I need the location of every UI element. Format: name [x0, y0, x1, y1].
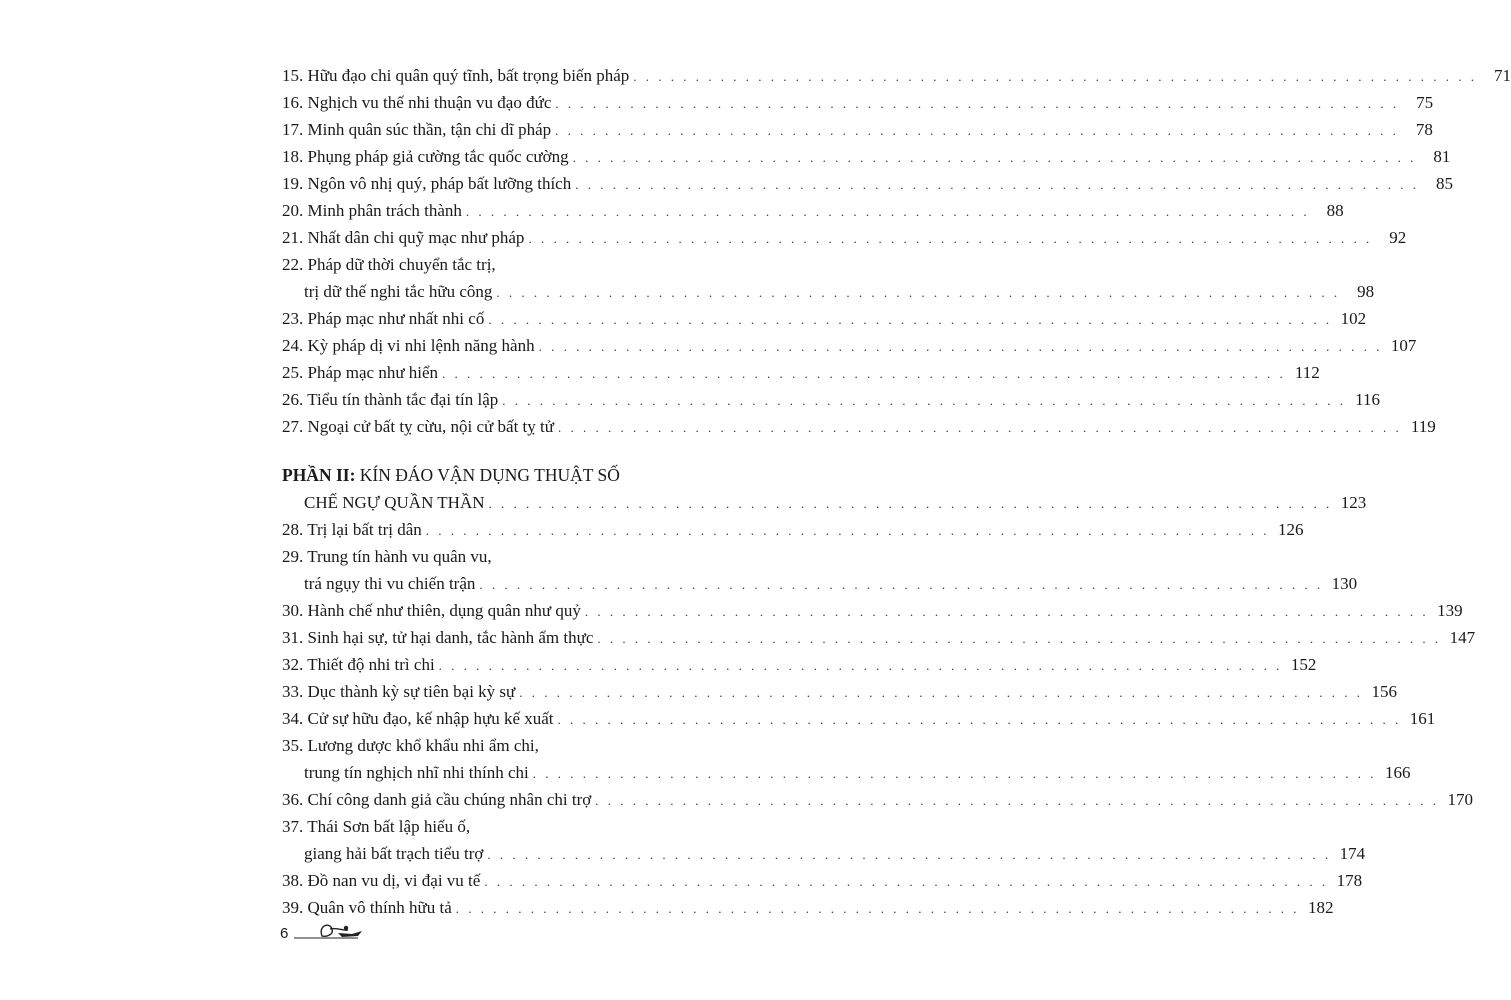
toc-entry-title: 32. Thiết độ nhi trì chi — [282, 655, 435, 674]
toc-entry-title: 18. Phụng pháp giả cường tắc quốc cường — [282, 147, 569, 166]
toc-entry — [282, 116, 1433, 143]
leader-dots: . . . . . . . . . . . . . . . . . . . . . . . . . . . . . . . . . . . . . . . . . . . . . . . . . . . . . . . . . . . . . . . . . . . . — [555, 123, 1399, 138]
toc-list-part-1 — [282, 62, 1511, 440]
toc-entry — [282, 624, 1476, 651]
toc-entry-page-number: 161 — [1409, 709, 1436, 728]
toc-entry-title: 30. Hành chế như thiên, dụng quân như quỷ — [282, 601, 581, 620]
section-heading — [282, 462, 745, 489]
leader-dots: . . . . . . . . . . . . . . . . . . . . . . . . . . . . . . . . . . . . . . . . . . . . . . . . . . . . . . . . . . . . . . . . . . . . — [532, 766, 1377, 781]
toc-entry-title: 27. Ngoại cử bất tỵ cừu, nội cử bất tỵ tử — [282, 417, 554, 436]
toc-entry-page-number: 182 — [1308, 898, 1334, 917]
toc-entry-title: 19. Ngôn vô nhị quý, pháp bất lưỡng thích — [282, 174, 572, 193]
toc-entry-title: 17. Minh quân súc thần, tận chi dĩ pháp — [282, 120, 552, 139]
leader-dots: . . . . . . . . . . . . . . . . . . . . . . . . . . . . . . . . . . . . . . . . . . . . . . . . . . . . . . . . . . . . . . . . . . . . — [528, 231, 1373, 246]
toc-entry — [282, 732, 745, 759]
toc-entry-title: 29. Trung tín hành vu quân vu, — [282, 547, 492, 566]
leader-dots: . . . . . . . . . . . . . . . . . . . . . . . . . . . . . . . . . . . . . . . . . . . . . . . . . . . . . . . . . . . . . . . . . . . . — [519, 685, 1364, 700]
toc-entry-page-number: 119 — [1410, 417, 1436, 436]
toc-entry-title: 23. Pháp mạc như nhất nhi cố — [282, 309, 485, 328]
leader-dots: . . . . . . . . . . . . . . . . . . . . . . . . . . . . . . . . . . . . . . . . . . . . . . . . . . . . . . . . . . . . . . . . . . . . — [479, 577, 1324, 592]
toc-entry-title-continued: trá ngụy thi vu chiến trận — [304, 574, 476, 593]
leader-dots: . . . . . . . . . . . . . . . . . . . . . . . . . . . . . . . . . . . . . . . . . . . . . . . . . . . . . . . . . . . . . . . . . . . . — [455, 901, 1300, 916]
section-page-number: 123 — [1340, 493, 1367, 512]
toc-entry — [282, 651, 1317, 678]
toc-entry-page-number: 78 — [1415, 120, 1433, 139]
leader-dots: . . . . . . . . . . . . . . . . . . . . . . . . . . . . . . . . . . . . . . . . . . . . . . . . . . . . . . . . . . . . . . . . . . . . — [575, 177, 1419, 192]
toc-entry — [282, 597, 1463, 624]
toc-entry-title: 24. Kỳ pháp dị vi nhi lệnh năng hành — [282, 336, 535, 355]
toc-entry-title: 25. Pháp mạc như hiển — [282, 363, 439, 382]
toc-entry — [282, 224, 1407, 251]
toc-entry-page-number: 81 — [1433, 147, 1451, 166]
toc-entry-page-number: 75 — [1416, 93, 1434, 112]
toc-entry-page-number: 174 — [1339, 844, 1366, 863]
leader-dots: . . . . . . . . . . . . . . . . . . . . . . . . . . . . . . . . . . . . . . . . . . . . . . . . . . . . . . . . . . . . . . . . . . . . — [496, 285, 1341, 300]
toc-entry-title: 35. Lương dược khổ khẩu nhi ẩm chi, — [282, 736, 539, 755]
toc-entry-continuation — [282, 570, 1358, 597]
toc-entry — [282, 143, 1451, 170]
toc-entry — [282, 413, 1436, 440]
toc-entry-title: 28. Trị lại bất trị dân — [282, 520, 422, 539]
toc-entry — [282, 705, 1436, 732]
toc-entry-page-number: 107 — [1390, 336, 1417, 355]
toc-entry-page-number: 130 — [1331, 574, 1358, 593]
toc-entry — [282, 305, 1367, 332]
toc-entry — [282, 516, 1304, 543]
toc-entry-page-number: 126 — [1278, 520, 1304, 539]
toc-entry-page-number: 170 — [1447, 790, 1473, 809]
leader-dots: . . . . . . . . . . . . . . . . . . . . . . . . . . . . . . . . . . . . . . . . . . . . . . . . . . . . . . . . . . . . . . . . . . . . — [572, 150, 1417, 165]
toc-entry-page-number: 112 — [1294, 363, 1320, 382]
toc-entry — [282, 89, 1434, 116]
toc-entry-page-number: 71 — [1494, 66, 1511, 85]
toc-entry — [282, 894, 1334, 921]
toc-entry-title: 26. Tiểu tín thành tắc đại tín lập — [282, 390, 499, 409]
toc-entry-title-continued: giang hải bất trạch tiểu trợ — [304, 844, 484, 863]
leader-dots: . . . . . . . . . . . . . . . . . . . . . . . . . . . . . . . . . . . . . . . . . . . . . . . . . . . . . . . . . . . . . . . . . . . . — [557, 712, 1402, 727]
leader-dots: . . . . . . . . . . . . . . . . . . . . . . . . . . . . . . . . . . . . . . . . . . . . . . . . . . . . . . . . . . . . . . . . . . . . — [595, 793, 1439, 808]
toc-entry — [282, 813, 745, 840]
toc-entry-title: 20. Minh phân trách thành — [282, 201, 462, 220]
toc-entry-title: 34. Cử sự hữu đạo, kế nhập hựu kế xuất — [282, 709, 554, 728]
leader-dots: . . . . . . . . . . . . . . . . . . . . . . . . . . . . . . . . . . . . . . . . . . . . . . . . . . . . . . . . . . . . . . . . . . . . — [557, 420, 1402, 435]
leader-dots: . . . . . . . . . . . . . . . . . . . . . . . . . . . . . . . . . . . . . . . . . . . . . . . . . . . . . . . . . . . . . . . . . . . . — [538, 339, 1383, 354]
toc-entry — [282, 867, 1363, 894]
toc-entry — [282, 543, 745, 570]
toc-entry-page-number: 92 — [1389, 228, 1407, 247]
section-title-line1: KÍN ĐÁO VẬN DỤNG THUẬT SỐ — [355, 465, 620, 485]
toc-entry-title: 31. Sinh hại sự, tử hại danh, tắc hành ẩm thực — [282, 628, 594, 647]
section-prefix: PHẦN II: — [282, 465, 356, 485]
toc-entry-page-number: 147 — [1449, 628, 1476, 647]
toc-entry-title: 21. Nhất dân chi quỹ mạc như pháp — [282, 228, 525, 247]
section-title-line2: CHẾ NGỰ QUẦN THẦN — [304, 493, 485, 512]
toc-entry-continuation — [282, 840, 1366, 867]
toc-entry-page-number: 98 — [1357, 282, 1375, 301]
toc-list-part-2 — [282, 516, 1476, 921]
toc-entry-title-continued: trung tín nghịch nhĩ nhi thính chi — [304, 763, 529, 782]
leader-dots: . . . . . . . . . . . . . . . . . . . . . . . . . . . . . . . . . . . . . . . . . . . . . . . . . . . . . . . . . . . . . . . . . . . . — [555, 96, 1400, 111]
toc-entry-title: 16. Nghịch vu thế nhi thuận vu đạo đức — [282, 93, 552, 112]
toc-entry-page-number: 139 — [1437, 601, 1463, 620]
leader-dots: . . . . . . . . . . . . . . . . . . . . . . . . . . . . . . . . . . . . . . . . . . . . . . . . . . . . . . . . . . . . . . . . . . . . — [488, 496, 1333, 511]
toc-entry — [282, 359, 1320, 386]
toc-entry — [282, 170, 1453, 197]
leader-dots: . . . . . . . . . . . . . . . . . . . . . . . . . . . . . . . . . . . . . . . . . . . . . . . . . . . . . . . . . . . . . . . . . . . . — [484, 874, 1329, 889]
leader-dots: . . . . . . . . . . . . . . . . . . . . . . . . . . . . . . . . . . . . . . . . . . . . . . . . . . . . . . . . . . . . . . . . . . . . — [584, 604, 1429, 619]
toc-entry-page-number: 102 — [1340, 309, 1367, 328]
ink-figure-ornament-icon — [292, 919, 370, 948]
toc-entry-title: 15. Hữu đạo chi quân quý tĩnh, bất trọng biến pháp — [282, 66, 630, 85]
leader-dots: . . . . . . . . . . . . . . . . . . . . . . . . . . . . . . . . . . . . . . . . . . . . . . . . . . . . . . . . . . . . . . . . . . . . — [502, 393, 1347, 408]
toc-entry-page-number: 178 — [1336, 871, 1363, 890]
leader-dots: . . . . . . . . . . . . . . . . . . . . . . . . . . . . . . . . . . . . . . . . . . . . . . . . . . . . . . . . . . . . . . . . . . . . — [465, 204, 1310, 219]
toc-entry-title: 36. Chí công danh giả cầu chúng nhân chi trợ — [282, 790, 592, 809]
toc-entry-title-continued: trị dữ thế nghi tắc hữu công — [304, 282, 493, 301]
toc-entry-continuation — [282, 278, 1375, 305]
section-gap — [282, 440, 745, 462]
toc-entry-page-number: 156 — [1371, 682, 1398, 701]
page-footer — [280, 918, 370, 948]
toc-entry-title: 39. Quân vô thính hữu tả — [282, 898, 452, 917]
toc-entry-title: 22. Pháp dữ thời chuyển tắc trị, — [282, 255, 496, 274]
toc-entry — [282, 678, 1398, 705]
toc-entry — [282, 332, 1417, 359]
leader-dots: . . . . . . . . . . . . . . . . . . . . . . . . . . . . . . . . . . . . . . . . . . . . . . . . . . . . . . . . . . . . . . . . . . . . — [633, 69, 1478, 84]
toc-entry — [282, 251, 745, 278]
leader-dots: . . . . . . . . . . . . . . . . . . . . . . . . . . . . . . . . . . . . . . . . . . . . . . . . . . . . . . . . . . . . . . . . . . . . — [488, 312, 1333, 327]
toc-entry-title: 33. Dục thành kỳ sự tiên bại kỳ sự — [282, 682, 516, 701]
leader-dots: . . . . . . . . . . . . . . . . . . . . . . . . . . . . . . . . . . . . . . . . . . . . . . . . . . . . . . . . . . . . . . . . . . . . — [442, 366, 1286, 381]
toc-entry — [282, 62, 1511, 89]
leader-dots: . . . . . . . . . . . . . . . . . . . . . . . . . . . . . . . . . . . . . . . . . . . . . . . . . . . . . . . . . . . . . . . . . . . . — [438, 658, 1283, 673]
toc-entry — [282, 386, 1381, 413]
leader-dots: . . . . . . . . . . . . . . . . . . . . . . . . . . . . . . . . . . . . . . . . . . . . . . . . . . . . . . . . . . . . . . . . . . . . — [487, 847, 1332, 862]
toc-entry-continuation — [282, 759, 1411, 786]
toc-entry-page-number: 116 — [1355, 390, 1381, 409]
toc-entry-page-number: 166 — [1385, 763, 1411, 782]
toc-entry-title: 37. Thái Sơn bất lập hiếu ố, — [282, 817, 471, 836]
table-of-contents — [282, 62, 1511, 921]
toc-entry-page-number: 85 — [1435, 174, 1453, 193]
toc-entry — [282, 197, 1344, 224]
leader-dots: . . . . . . . . . . . . . . . . . . . . . . . . . . . . . . . . . . . . . . . . . . . . . . . . . . . . . . . . . . . . . . . . . . . . — [597, 631, 1442, 646]
toc-entry-page-number: 88 — [1326, 201, 1344, 220]
toc-entry-page-number: 152 — [1290, 655, 1317, 674]
section-heading-line2 — [282, 489, 1367, 516]
toc-entry — [282, 786, 1473, 813]
toc-entry-title: 38. Đồ nan vu dị, vi đại vu tế — [282, 871, 481, 890]
page-number: 6 — [280, 924, 289, 942]
leader-dots: . . . . . . . . . . . . . . . . . . . . . . . . . . . . . . . . . . . . . . . . . . . . . . . . . . . . . . . . . . . . . . . . . . . . — [425, 523, 1270, 538]
